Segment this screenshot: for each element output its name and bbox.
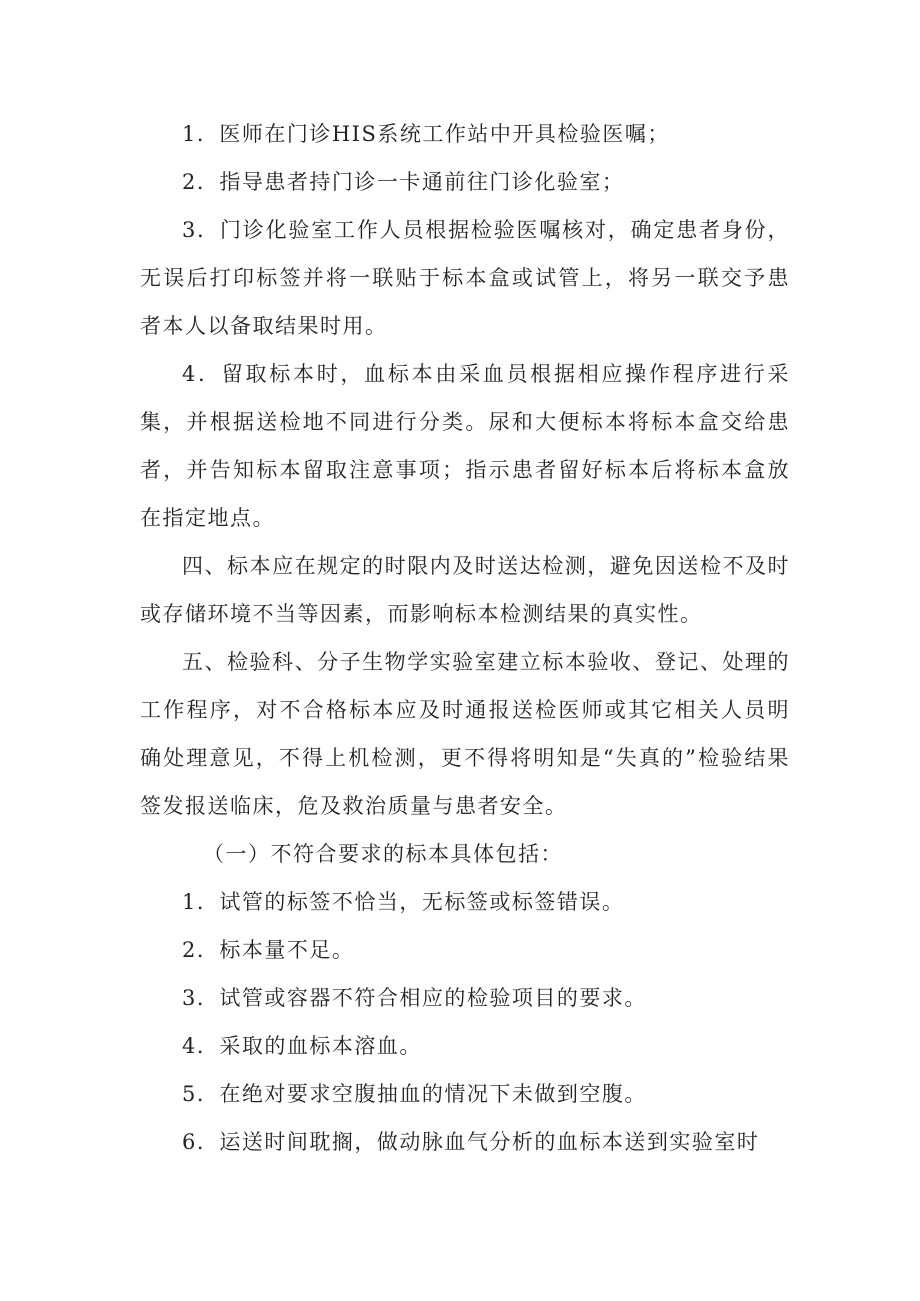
list-item: 1．试管的标签不恰当，无标签或标签错误。 xyxy=(182,890,625,914)
list-item: 5．在绝对要求空腹抽血的情况下未做到空腹。 xyxy=(182,1082,647,1106)
list-item: 4．采取的血标本溶血。 xyxy=(182,1034,422,1058)
document-body xyxy=(140,110,790,1166)
subsection-heading: （一）不符合要求的标本具体包括： xyxy=(203,842,563,866)
paragraph-item-1: 1．医师在门诊HIS系统工作站中开具检验医嘱； xyxy=(182,122,670,146)
paragraph-section-5: 五、检验科、分子生物学实验室建立标本验收、登记、处理的工作程序，对不合格标本应及时通报送检医师或其它相关人员明确处理意见，不得上机检测，更不得将明知是“失真的”检验结果签发报送临床，危及救治质量与患者安全。 xyxy=(140,650,790,818)
paragraph-item-3: 3．门诊化验室工作人员根据检验医嘱核对，确定患者身份，无误后打印标签并将一联贴于标本盒或试管上，将另一联交予患者本人以备取结果时用。 xyxy=(140,218,790,338)
list-item: 6．运送时间耽搁，做动脉血气分析的血标本送到实验室时 xyxy=(182,1130,760,1154)
paragraph-item-4: 4．留取标本时，血标本由采血员根据相应操作程序进行采集，并根据送检地不同进行分类。尿和大便标本将标本盒交给患者，并告知标本留取注意事项；指示患者留好标本后将标本盒放在指定地点。 xyxy=(140,362,790,530)
paragraph-section-4: 四、标本应在规定的时限内及时送达检测，避免因送检不及时或存储环境不当等因素，而影响标本检测结果的真实性。 xyxy=(140,554,790,626)
list-item: 3．试管或容器不符合相应的检验项目的要求。 xyxy=(182,986,647,1010)
paragraph-item-2: 2．指导患者持门诊一卡通前往门诊化验室； xyxy=(182,170,625,194)
list-item: 2．标本量不足。 xyxy=(182,938,355,962)
